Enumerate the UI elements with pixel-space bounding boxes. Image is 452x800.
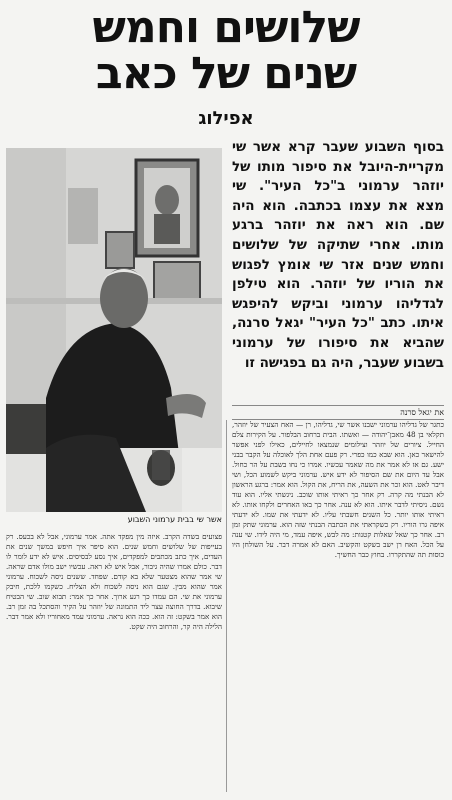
body-column-left: פצועים בשדה הקרב. איזה מין מפקד אתה. אמר ערמוני, אבל לא בכעס. רק בעייפות של שלושים וחמש שנים. הוא סיפר איך חיפש במשך שנים את העדים, איך כתב מכתבים למפקדים, איך נסע לבסיסים. איש לא ידע לומר לו דבר. כולם אמרו שהיה גיבור, אבל איש לא ראה. עכשיו ישב מולו אדם שראה. שי אמר שהוא מצטער שלא בא קודם. שפחד. ששנים ניסה לשכוח. ערמוני אמר שהוא מבין. שגם הוא ניסה לשכוח ולא הצליח. כשקמו ללכת, חיבק ערמוני את שי. הם עמדו כך רגע ארוך. אחר כך אמר: תבוא שוב. שי הבטיח שיבוא. בדרך החוצה עצר ליד התמונה של יוזהר על הקיר והסתכל בה זמן רב. הוא אמר בשקט: זה הוא. ככה הוא נראה. ערמוני עמד מאחוריו ולא אמר דבר. הלילה היה קר, והרחוב היה שקט. bbox=[6, 532, 222, 631]
headline-line-2: שנים של כאב bbox=[95, 48, 357, 99]
photo-caption: אשר שי בבית ערמוני השבוע bbox=[127, 515, 222, 524]
article-photo bbox=[6, 148, 222, 512]
headline-line-1: שלושים וחמש bbox=[92, 2, 360, 53]
body-column-right: כתגר של גדליהו ערמוני ישבנו אשר שי, גדליהו, רן — האח הצעיר של יוזהר, תקלאי בן 48 מאבן־יהודה — ואשתו. הבית ברחוב הבלפור. על הקירות צלם החייל. ציורים של יוזהר וצילומים שנמצאו לחיילים, כאילו לפני אפשר להישאר כאן. הוא שבא כמו כפרי. רק פעם אחת הלך לאוכלה על הקבר בבני ישע. גם אז לא אמר את מה שאמר עכשיו. אמרו כי נחו בשבת על הר כחול. אבל עד היום את שם הסיפור לא ידע איש. ערמוני ביקש לשמוע הכל, ושי דיבר לאט. הוא זכר את השעה, את הריח, את הקול. הוא אמר: ברגע הראשון לא הבנתי מה קרה. רק אחר כך ראיתי אותו שוכב. ניגשתי אליו. הוא עוד נשם. ניסיתי לדבר איתו. הוא לא ענה. אחר כך באו האחרים ולקחו אותו. לא ראיתי אותו יותר. כל השנים חשבתי עליו. לא ידעתי את שמו. לא ידעתי איפה גרו הוריו. רק כשקראתי את הכתבה הבנתי שזה הוא. ערמוני שתק זמן רב. אחר כך שאל שאלות קטנות: מה לבש, איפה עמד, מי היה לידו. שי ענה על הכל. האח רן ישב בשקט והקשיב. האם לא אמרה דבר. על השולחן היו כוסות תה שהתקררו. בחוץ כבר החשיך. bbox=[232, 420, 444, 559]
lead-paragraph: בסוף השבוע שעבר קרא אשר שי מקריית-היובל את סיפור מותו של יוזהר ערמוני ב"כל העיר". שי מצא את עצמו בכתבה. הוא היה שם. הוא ראה את יוזהר ברגע מותו. אחרי שתיקה של שלושים וחמש שנים אזר שי אומץ לפגוש את הוריו של יוזהר. הוא טילפן לגדליהו ערמוני וביקש להיפגש איתו. כתב "כל העיר" יגאל סרנה, שהביא את סיפורו של ערמוני בשבוע שעבר, היה גם בפגישה זו bbox=[232, 139, 444, 371]
section-kicker: אפילוג bbox=[198, 108, 254, 129]
column-rule bbox=[226, 420, 227, 792]
byline: את יגאל סרנה bbox=[232, 405, 444, 420]
